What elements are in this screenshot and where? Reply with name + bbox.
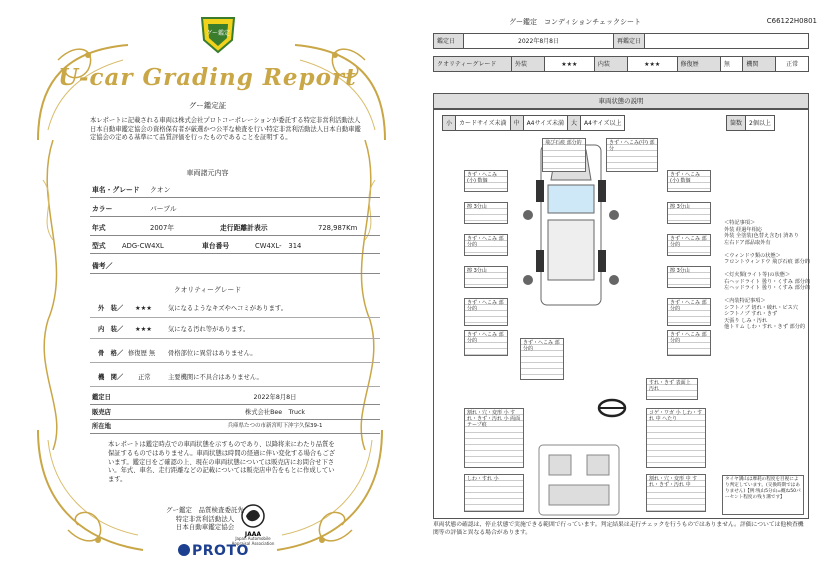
note-box: 割れ・穴・変形 小 すれ・きず・汚れ 小 両面テープ痕 [464,408,524,468]
reappraisal-value [645,34,809,49]
appraisal-date-label: 鑑定日 [92,394,111,401]
report-title: U-car Grading Report [58,64,357,91]
spec-row-year [90,221,380,236]
note-box: きず・へこみ 部分的 [667,234,711,256]
count-label: 箇数 [727,116,746,131]
jaaa-subtitle: Japan Automobile Appraisal Association [231,536,275,546]
remark-line: 外装 全塗装(色替え含む) 済あり [724,233,799,239]
jaaa-label: JAAA [244,531,262,538]
note-box: きず・へこみ 部分的 [464,298,508,326]
address-label: 所在地 [92,423,111,430]
condition-check-sheet [425,15,817,563]
damage-diagram [433,109,809,519]
grade-table [433,56,809,72]
quality-stars: ★★★ [135,326,152,333]
remark-line: ＜内装特記事項＞ [724,298,766,304]
interior-label: 内装 [594,57,627,72]
interior-view-icon [534,440,624,520]
sheet-title: グー鑑定 コンディションチェックシート [508,18,642,26]
remark-line: ＜灯火類(ライト等)の状態＞ [724,272,791,278]
quality-label: 外 装／ [98,305,124,312]
date-table [433,33,809,49]
date-value: 2022年8月8日 [464,34,614,49]
spec-row-remarks [90,259,380,274]
org-line: 特定非営利活動法人 [175,514,235,523]
grading-report-page [0,0,415,578]
quality-label: 骨 格／ [98,350,124,357]
org-line: 日本自動車鑑定協会 [175,523,235,531]
remark-line: 外装 経過年相応 [724,226,762,233]
address-row [90,420,380,434]
proto-mark-icon [178,544,190,556]
exterior-value: ★★★ [544,57,594,72]
dealer-row [90,406,380,420]
note-box: きず・へこみ 部分的 [520,338,564,380]
engine-value: 正常 [776,57,809,72]
tire-note: タイヤ溝山は摩耗の程度を目視により判定しています。(交換時期ではありません)【例:残山5分山=概ね50パーセント程度の残り溝です】 [722,475,804,515]
count-legend [726,115,775,131]
disclaimer-notes: 本レポートは鑑定時点での車両状態を示すものであり、以降将来にわたり品質を保証するものではありません。車両状態は時間の経過に伴い変化する場合もございます。鑑定日をご確認の上、現在の車両状態については販売店にお問合せ下さい。年式、車名、走行距離などの記載については販売店申告をもとに作成しています。 [108,441,336,484]
size-medium-desc: A4サイズ未満 [523,116,567,131]
dealer-label: 販売店 [92,409,111,416]
year-value: 2007年 [150,224,175,232]
exterior-label: 外装 [512,57,545,72]
dealer-value: 株式会社Bee Truck [244,409,306,416]
spec-row-type [90,239,380,254]
chassis-value: CW4XL- 314 [255,242,302,250]
repair-label: 修復歴 [677,57,720,72]
mileage-label: 走行距離計表示 [220,224,268,232]
spec-section-title: 車両諸元内容 [186,169,229,177]
steering-wheel-icon [597,398,627,418]
quality-row-engine [90,369,380,387]
remark-line: ＜特記事項＞ [724,220,756,226]
color-value: パープル [150,205,177,213]
reappraisal-label: 再鑑定日 [614,34,645,49]
note-box: きず・へこみ(小) 数個 [464,170,508,192]
note-box: きず・へこみ 部分的 [667,298,711,326]
remark-line: シフトノブ 切れ・破れ・ピス穴 [724,304,798,311]
quality-desc: 主要機関に不具合はありません。 [168,374,263,381]
size-large: 大 [568,116,581,131]
sheet-code: C66122H0801 [766,17,817,25]
chassis-label: 車台番号 [202,242,230,250]
remark-line: 右ヘッドライト 曇り・くすみ 部分的 [724,278,811,285]
quality-desc: 気になる汚れ等があります。 [168,326,250,333]
quality-label: 機 関／ [98,374,124,381]
quality-label: 内 装／ [98,326,124,333]
badge-text: グー鑑定 [205,30,231,37]
note-box: すれ・きず 表面上汚れ [646,378,698,400]
mileage-value: 728,987Km [318,224,358,232]
size-large-desc: A4サイズ以上 [581,116,625,131]
remarks-label: 備考／ [92,262,113,270]
note-box: しわ・すれ 小 [464,474,524,512]
goo-appraisal-badge-icon [200,14,236,54]
remark-line: 左ヘッドライト 曇り・くすみ 部分的 [724,285,811,291]
quality-grade: 正常 [138,374,151,381]
quality-row-exterior [90,300,380,318]
appraisal-date-row [90,391,380,405]
certificate-label: グー鑑定証 [188,101,227,110]
remark-line: フロントウィンドウ 飛び石痕 部分的 [724,259,810,265]
spec-row-model [90,183,380,198]
quality-desc: 気になるようなキズやヘコミがあります。 [168,305,288,312]
intro-text: 本レポートに記載される車両は株式会社プロトコーポレーションが委託する特定非営利活動法人日本自動車鑑定協会の資格保有者が厳選かつ公平な検査を行い特定非営利活動法人日本自動車鑑定協会の定める基準にて品質評価を行ったものであることを証明する。 [90,117,361,142]
note-box: コゲ・ワガ 小 しわ・すれ 中 へたり [646,408,706,468]
interior-value: ★★★ [627,57,677,72]
note-box: きず・へこみ(小) 数個 [667,170,711,192]
size-medium: 中 [510,116,523,131]
repair-value: 無 [720,57,742,72]
bottom-note: 車両状態の確認は、停止状態で実施できる範囲で行っています。判定結果は走行チェックを行うものではありません。評価については他検査機関等の評価と異なる場合があります。 [433,522,804,536]
remark-line: ＜ウィンドウ類の状態＞ [724,252,781,259]
color-label: カラー [92,205,113,213]
note-box: きず・へこみ 部分的 [464,234,508,256]
condition-section-title: 車両状態の説明 [433,93,809,109]
org-line: グー鑑定 品質検査委託先 [166,506,244,514]
ornament-left-border-icon [28,140,78,450]
appraisal-date-value: 2022年8月8日 [253,394,297,401]
model-label: 車名・グレード [92,186,140,194]
note-box: 割れ・穴・変形 中 すれ・きず・汚れ 中 [646,474,706,512]
date-label: 鑑定日 [434,34,464,49]
grade-label: クオリティーグレード [434,57,512,72]
note-box: 飛び石痕 部分的 [542,138,586,172]
remark-line: 他トリム しわ・すれ・きず 部分的 [724,324,806,330]
model-value: クオン [150,186,171,194]
size-small: 小 [443,116,456,131]
quality-section-title: クオリティーグレード [173,286,242,294]
quality-row-interior [90,321,380,339]
size-small-desc: カードサイズ未満 [456,116,511,131]
address-value: 兵庫県たつの市新宮町下沖字久保39-1 [227,423,323,429]
remark-line: シフトノブ すれ・きず [724,311,778,317]
note-box: きず・へこみ 部分的 [464,330,508,356]
quality-stars: ★★★ [135,305,152,312]
remark-line: 天張り しみ・汚れ [724,317,768,324]
count-value: 2個以上 [746,116,775,131]
proto-label: PROTO [192,543,249,559]
engine-label: 機関 [743,57,776,72]
note-box: きず・へこみ(中) 部分 [606,138,658,172]
spec-row-color [90,202,380,217]
note-box: 擦 3分山 [667,202,711,224]
type-value: ADG-CW4XL [122,242,164,250]
quality-grade: 修復歴 無 [128,350,156,357]
jaaa-logo-icon [238,503,268,539]
proto-logo [178,543,249,559]
size-legend [442,115,625,131]
remark-line: 左右ドア部品取外有 [724,239,771,246]
note-box: 擦 3分山 [667,266,711,288]
year-label: 年式 [92,224,106,232]
note-box: きず・へこみ 部分的 [667,330,711,356]
quality-desc: 骨格部位に異常はありません。 [168,350,257,357]
note-box: 擦 3分山 [464,266,508,288]
quality-row-frame [90,345,380,363]
note-box: 擦 3分山 [464,202,508,224]
remarks-list [724,220,814,331]
type-label: 型式 [92,242,106,250]
